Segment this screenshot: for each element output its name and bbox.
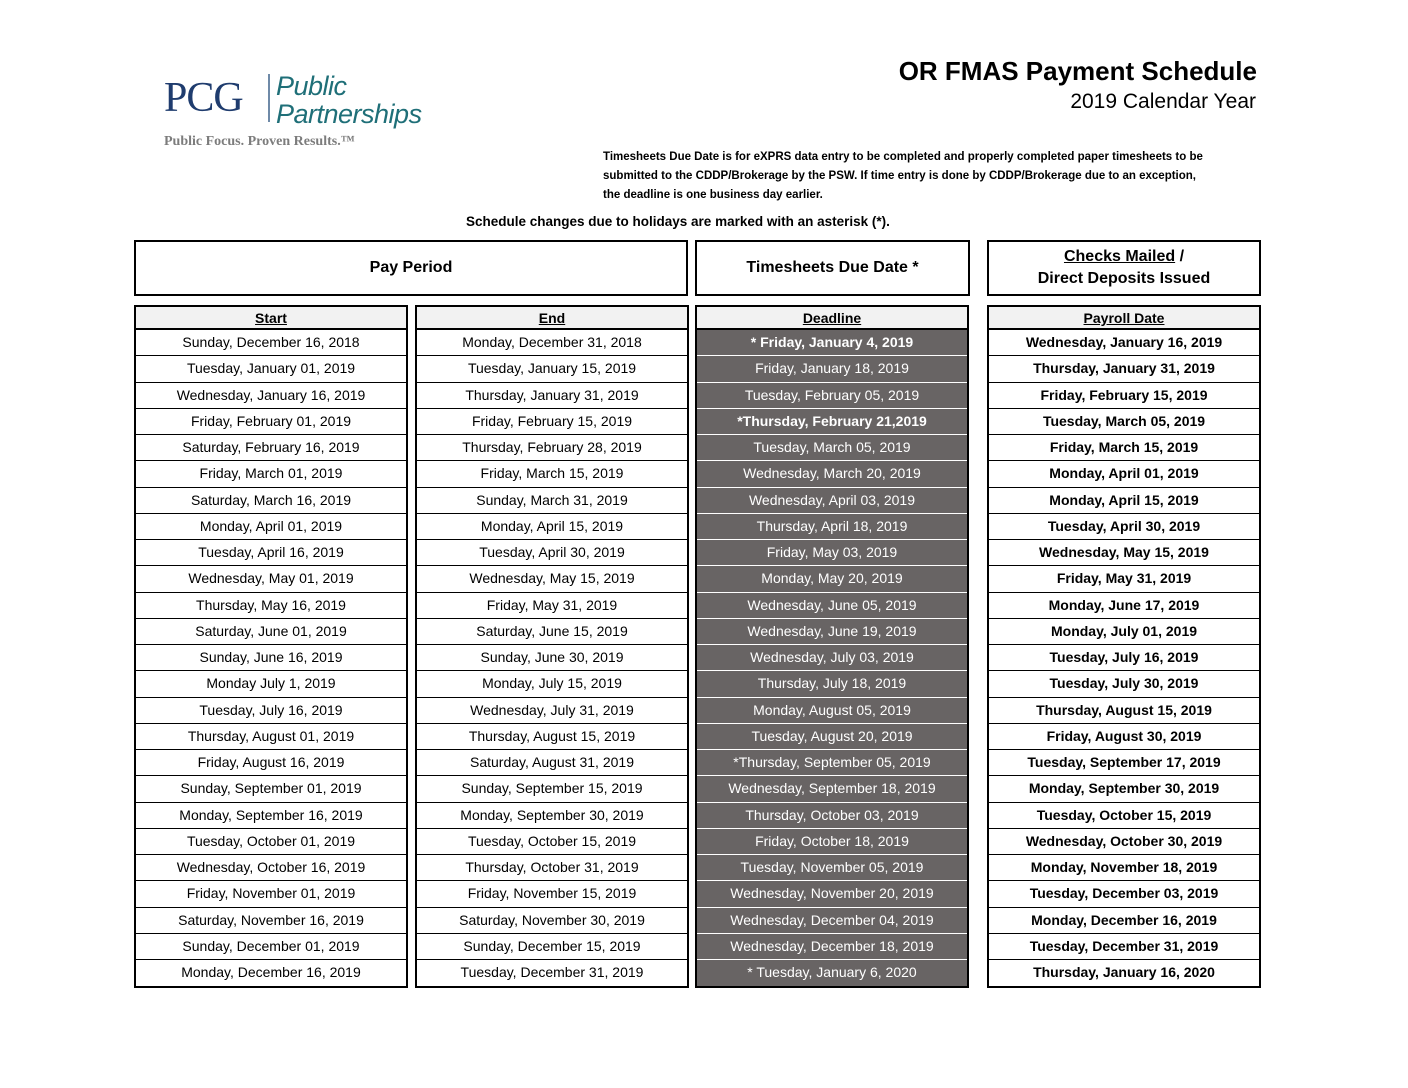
checks-mailed-line	[1064, 246, 1184, 268]
end-cell: Friday, March 15, 2019	[417, 461, 687, 487]
payroll-cell: Tuesday, July 16, 2019	[989, 645, 1259, 671]
payroll-cell: Tuesday, July 30, 2019	[989, 671, 1259, 697]
payroll-cell: Tuesday, December 31, 2019	[989, 934, 1259, 960]
deadline-cell: Wednesday, April 03, 2019	[697, 488, 967, 514]
deadline-cell: Wednesday, November 20, 2019	[697, 881, 967, 907]
end-cell: Tuesday, January 15, 2019	[417, 356, 687, 382]
payroll-cell: Monday, April 01, 2019	[989, 461, 1259, 487]
end-cell: Friday, February 15, 2019	[417, 409, 687, 435]
end-cell: Tuesday, April 30, 2019	[417, 540, 687, 566]
payroll-cell: Wednesday, October 30, 2019	[989, 829, 1259, 855]
end-cell: Monday, September 30, 2019	[417, 803, 687, 829]
deadline-cell: Wednesday, June 05, 2019	[697, 593, 967, 619]
end-cell: Thursday, February 28, 2019	[417, 435, 687, 461]
end-cell: Saturday, June 15, 2019	[417, 619, 687, 645]
deadline-cell: Wednesday, September 18, 2019	[697, 776, 967, 802]
end-cell: Sunday, March 31, 2019	[417, 488, 687, 514]
payroll-cell: Tuesday, April 30, 2019	[989, 514, 1259, 540]
end-cell: Wednesday, May 15, 2019	[417, 566, 687, 592]
payroll-cell: Wednesday, May 15, 2019	[989, 540, 1259, 566]
payroll-column-body	[987, 330, 1261, 988]
deadline-cell: Friday, October 18, 2019	[697, 829, 967, 855]
deadline-cell: Thursday, July 18, 2019	[697, 671, 967, 697]
start-cell: Tuesday, April 16, 2019	[136, 540, 406, 566]
payroll-cell: Friday, May 31, 2019	[989, 566, 1259, 592]
payroll-cell: Monday, December 16, 2019	[989, 908, 1259, 934]
end-cell: Friday, May 31, 2019	[417, 593, 687, 619]
payroll-column-header: Payroll Date	[987, 305, 1261, 330]
start-cell: Tuesday, January 01, 2019	[136, 356, 406, 382]
deadline-cell: Tuesday, February 05, 2019	[697, 383, 967, 409]
deadline-column-header: Deadline	[695, 305, 969, 330]
deadline-cell: * Friday, January 4, 2019	[697, 330, 967, 356]
timesheet-note	[603, 148, 1233, 205]
checks-mailed-group-header	[987, 240, 1261, 296]
start-cell: Friday, November 01, 2019	[136, 881, 406, 907]
end-cell: Friday, November 15, 2019	[417, 881, 687, 907]
payroll-cell: Wednesday, January 16, 2019	[989, 330, 1259, 356]
deadline-cell: Monday, May 20, 2019	[697, 566, 967, 592]
payroll-cell: Friday, August 30, 2019	[989, 724, 1259, 750]
checks-mailed-label: Checks Mailed	[1063, 248, 1176, 265]
end-cell: Monday, July 15, 2019	[417, 671, 687, 697]
timesheet-note-line: the deadline is one business day earlier.	[603, 189, 823, 201]
deadline-cell: Friday, January 18, 2019	[697, 356, 967, 382]
start-cell: Saturday, March 16, 2019	[136, 488, 406, 514]
payroll-cell: Tuesday, September 17, 2019	[989, 750, 1259, 776]
end-cell: Monday, April 15, 2019	[417, 514, 687, 540]
start-cell: Sunday, September 01, 2019	[136, 776, 406, 802]
payroll-cell: Thursday, August 15, 2019	[989, 698, 1259, 724]
payroll-cell: Monday, July 01, 2019	[989, 619, 1259, 645]
start-cell: Wednesday, January 16, 2019	[136, 383, 406, 409]
timesheets-due-group-header: Timesheets Due Date *	[695, 240, 970, 296]
start-cell: Sunday, June 16, 2019	[136, 645, 406, 671]
start-cell: Monday, September 16, 2019	[136, 803, 406, 829]
deadline-cell: Wednesday, July 03, 2019	[697, 645, 967, 671]
deadline-cell: Wednesday, December 04, 2019	[697, 908, 967, 934]
start-cell: Wednesday, May 01, 2019	[136, 566, 406, 592]
checks-slash: /	[1175, 248, 1185, 265]
end-cell: Thursday, January 31, 2019	[417, 383, 687, 409]
end-column-body	[415, 330, 689, 988]
payroll-cell: Tuesday, March 05, 2019	[989, 409, 1259, 435]
end-cell: Sunday, December 15, 2019	[417, 934, 687, 960]
end-cell: Wednesday, July 31, 2019	[417, 698, 687, 724]
start-column-header: Start	[134, 305, 408, 330]
start-cell: Friday, March 01, 2019	[136, 461, 406, 487]
logo-partnerships-text: Partnerships	[276, 99, 422, 129]
end-cell: Saturday, November 30, 2019	[417, 908, 687, 934]
deadline-cell: *Thursday, September 05, 2019	[697, 750, 967, 776]
start-cell: Tuesday, July 16, 2019	[136, 698, 406, 724]
start-column	[134, 305, 408, 988]
deadline-cell: Wednesday, March 20, 2019	[697, 461, 967, 487]
start-column-body	[134, 330, 408, 988]
start-cell: Friday, August 16, 2019	[136, 750, 406, 776]
deadline-cell: *Thursday, February 21,2019	[697, 409, 967, 435]
end-cell: Tuesday, December 31, 2019	[460, 964, 644, 980]
payroll-cell: Friday, February 15, 2019	[989, 383, 1259, 409]
logo-divider	[268, 74, 270, 122]
start-cell: Thursday, August 01, 2019	[136, 724, 406, 750]
start-cell: Monday, April 01, 2019	[136, 514, 406, 540]
deadline-column	[695, 305, 969, 988]
end-cell: Sunday, June 30, 2019	[417, 645, 687, 671]
deadline-column-body	[695, 330, 969, 988]
start-cell: Sunday, December 16, 2018	[136, 330, 406, 356]
deadline-cell: Tuesday, March 05, 2019	[697, 435, 967, 461]
end-column	[415, 305, 689, 988]
end-cell: Thursday, August 15, 2019	[417, 724, 687, 750]
start-cell: Saturday, November 16, 2019	[136, 908, 406, 934]
deadline-cell: Tuesday, November 05, 2019	[697, 855, 967, 881]
payroll-cell: Monday, April 15, 2019	[989, 488, 1259, 514]
deadline-cell: * Tuesday, January 6, 2020	[747, 964, 917, 980]
payroll-cell: Friday, March 15, 2019	[989, 435, 1259, 461]
payroll-cell: Tuesday, December 03, 2019	[989, 881, 1259, 907]
page-subtitle: 2019 Calendar Year	[1070, 90, 1256, 113]
pcg-public-partnerships-logo	[164, 72, 454, 154]
pay-period-group-header: Pay Period	[134, 240, 688, 296]
holiday-asterisk-note: Schedule changes due to holidays are marked with an asterisk (*).	[466, 214, 890, 229]
deadline-cell: Wednesday, December 18, 2019	[697, 934, 967, 960]
start-cell: Tuesday, October 01, 2019	[136, 829, 406, 855]
direct-deposits-label: Direct Deposits Issued	[1037, 270, 1211, 287]
deadline-cell: Thursday, April 18, 2019	[697, 514, 967, 540]
start-cell: Saturday, February 16, 2019	[136, 435, 406, 461]
start-cell: Sunday, December 01, 2019	[136, 934, 406, 960]
payroll-cell: Thursday, January 16, 2020	[1033, 964, 1215, 980]
payroll-cell: Monday, September 30, 2019	[989, 776, 1259, 802]
timesheet-note-line: submitted to the CDDP/Brokerage by the PSW. If time entry is done by CDDP/Brokerage due to an exception,	[603, 170, 1196, 182]
deadline-cell: Monday, August 05, 2019	[697, 698, 967, 724]
payroll-column	[987, 305, 1261, 988]
end-cell: Monday, December 31, 2018	[417, 330, 687, 356]
timesheet-note-line: Timesheets Due Date is for eXPRS data entry to be completed and properly completed paper timesheets to be	[603, 151, 1203, 163]
start-cell: Monday July 1, 2019	[136, 671, 406, 697]
deadline-cell: Tuesday, August 20, 2019	[697, 724, 967, 750]
payroll-cell: Thursday, January 31, 2019	[989, 356, 1259, 382]
deadline-cell: Friday, May 03, 2019	[697, 540, 967, 566]
end-column-header: End	[415, 305, 689, 330]
logo-tagline: Public Focus. Proven Results.™	[164, 134, 355, 149]
start-cell: Thursday, May 16, 2019	[136, 593, 406, 619]
end-cell: Sunday, September 15, 2019	[417, 776, 687, 802]
start-cell: Wednesday, October 16, 2019	[136, 855, 406, 881]
start-cell: Saturday, June 01, 2019	[136, 619, 406, 645]
end-cell: Tuesday, October 15, 2019	[417, 829, 687, 855]
payroll-cell: Tuesday, October 15, 2019	[989, 803, 1259, 829]
start-cell: Friday, February 01, 2019	[136, 409, 406, 435]
logo-pcg-text: PCG	[164, 75, 243, 121]
logo-public-text: Public	[276, 71, 347, 101]
deadline-cell: Wednesday, June 19, 2019	[697, 619, 967, 645]
end-cell: Saturday, August 31, 2019	[417, 750, 687, 776]
payroll-cell: Monday, November 18, 2019	[989, 855, 1259, 881]
start-cell: Monday, December 16, 2019	[181, 964, 361, 980]
page-title: OR FMAS Payment Schedule	[898, 56, 1257, 86]
deadline-cell: Thursday, October 03, 2019	[697, 803, 967, 829]
end-cell: Thursday, October 31, 2019	[417, 855, 687, 881]
payroll-cell: Monday, June 17, 2019	[989, 593, 1259, 619]
